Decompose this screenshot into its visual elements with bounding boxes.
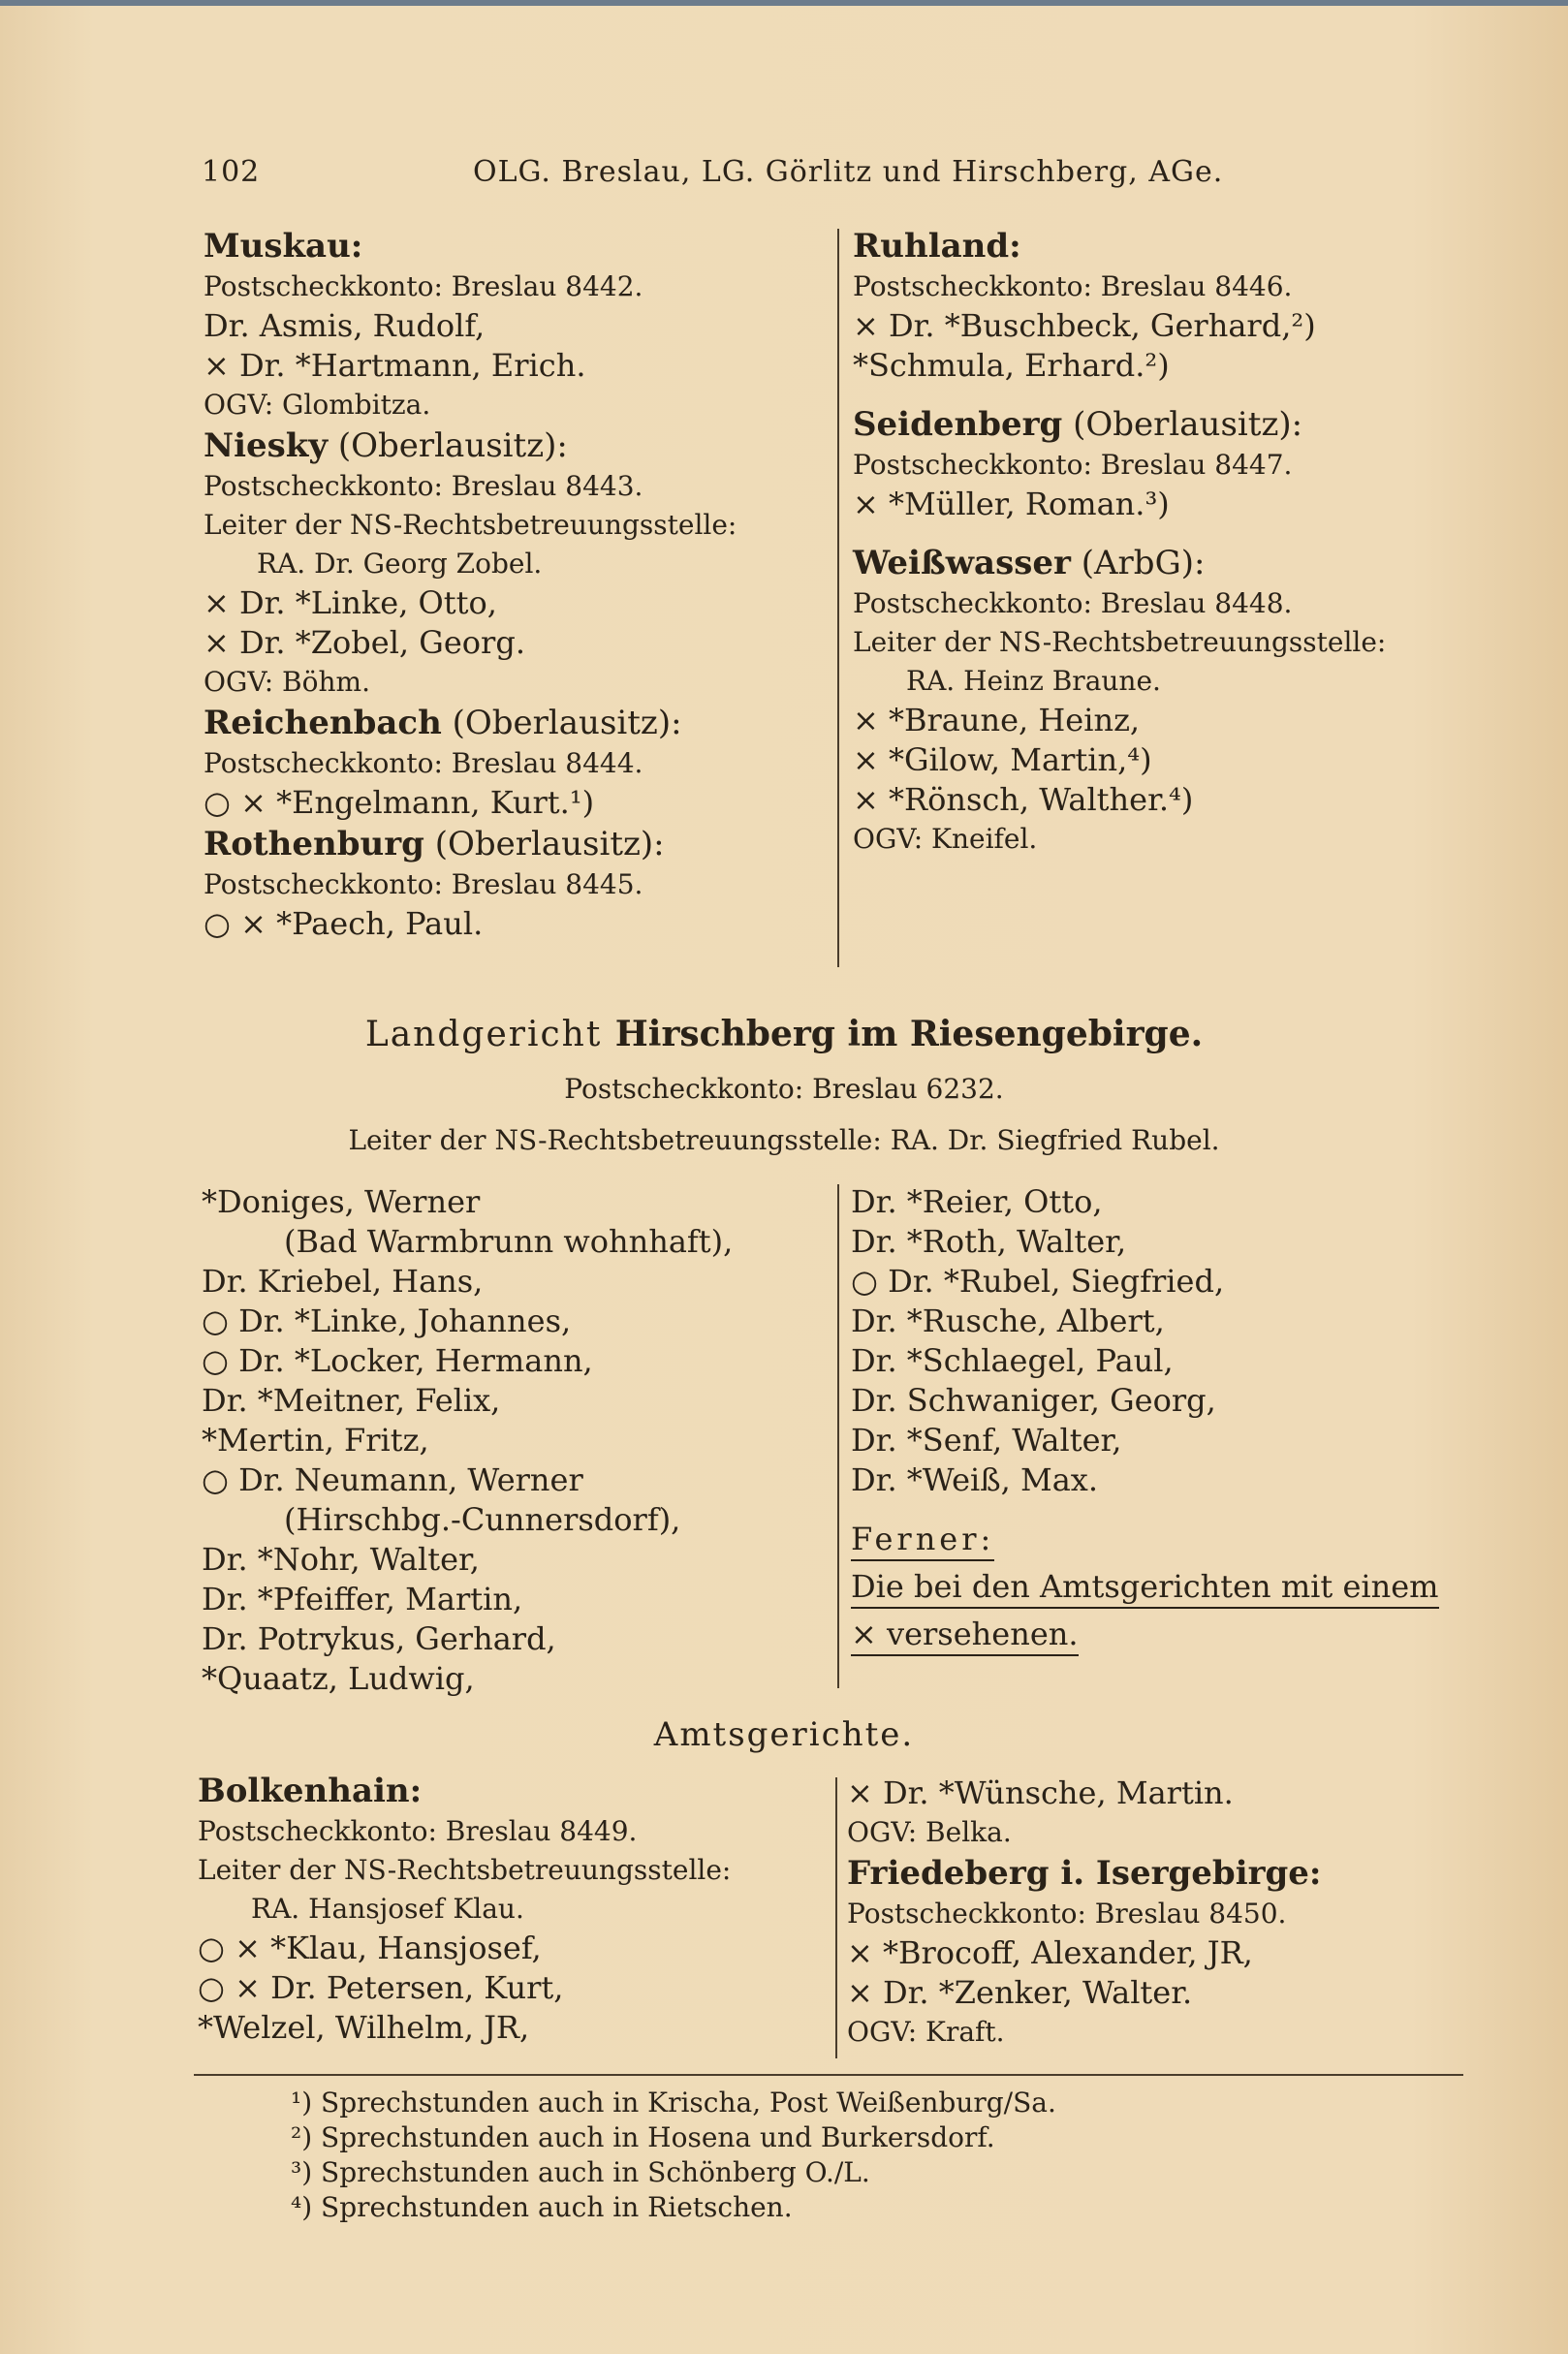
place-ruhland: Ruhland: [853,227,1021,266]
entry-line: × *Rönsch, Walther.⁴) [853,781,1194,818]
entry-line: *Schmula, Erhard.²) [853,347,1170,384]
list-item: Dr. Schwaniger, Georg, [851,1382,1216,1419]
running-title: OLG. Breslau, LG. Görlitz und Hirschberg, AGe. [473,155,1224,189]
list-item: ○ Dr. *Rubel, Siegfried, [851,1263,1225,1300]
entry-line: OGV: Kneifel. [853,823,1038,855]
entry-line: Postscheckkonto: Breslau 8448. [853,587,1293,619]
entry-line: *Welzel, Wilhelm, JR, [198,2009,530,2046]
entry-line: Postscheckkonto: Breslau 8443. [204,470,643,502]
place-region: (Oberlausitz): [423,825,665,863]
entry-line: OGV: Kraft. [847,2016,1005,2048]
place-name: Rothenburg [204,825,424,863]
entry-line: × *Brocoff, Alexander, JR, [847,1934,1253,1971]
entry-line: OGV: Glombitza. [204,389,431,421]
landgericht-prefix: Landgericht [364,1015,615,1054]
entry-line: ○ × *Engelmann, Kurt.¹) [204,784,595,821]
list-item: ○ Dr. *Locker, Hermann, [202,1342,593,1379]
right-column-top [853,225,1386,859]
place-name: Seidenberg [853,405,1063,444]
entry-line: × *Gilow, Martin,⁴) [853,741,1152,778]
list-item: (Hirschbg.-Cunnersdorf), [284,1501,681,1538]
place-niesky [204,424,737,467]
entry-line: Leiter der NS-Rechtsbetreuungsstelle: [853,626,1387,658]
column-divider [837,1184,839,1688]
entry-line: × Dr. *Buschbeck, Gerhard,²) [853,307,1316,344]
list-item: ○ Dr. Neumann, Werner [202,1461,583,1498]
ferner-note [851,1567,1439,1609]
entry-line: Postscheckkonto: Breslau 8449. [198,1815,638,1847]
place-reichenbach [204,702,737,744]
column-divider [837,229,839,967]
place-region: (Oberlausitz): [1062,405,1303,444]
entry-line: Leiter der NS-Rechtsbetreuungsstelle: [204,509,737,541]
entry-line: × *Braune, Heinz, [853,702,1141,738]
place-rothenburg [204,823,737,865]
entry-line: OGV: Belka. [847,1816,1012,1848]
amtsgericht-left [198,1770,731,2048]
ferner-label [851,1520,1439,1561]
lg-right-list [851,1182,1439,1656]
column-divider [835,1777,837,2058]
entry-line: ○ × *Klau, Hansjosef, [198,1930,542,1966]
place-name: Niesky [204,426,329,465]
entry-line: × Dr. *Zenker, Walter. [847,1974,1193,2011]
entry-line: ○ × *Paech, Paul. [204,905,484,942]
entry-line: OGV: Böhm. [204,666,370,698]
entry-line: RA. Dr. Georg Zobel. [257,548,543,580]
left-column-top [204,225,737,944]
list-item: ○ Dr. *Linke, Johannes, [202,1303,572,1339]
entry-line: × Dr. *Linke, Otto, [204,584,497,621]
entry-line: × *Müller, Roman.³) [853,486,1170,522]
list-item: Dr. *Nohr, Walter, [202,1541,480,1578]
footnote-3: ³) Sprechstunden auch in Schönberg O./L. [291,2156,870,2188]
place-region: (Oberlausitz): [328,426,568,465]
ferner-note-line2: × versehenen. [851,1615,1079,1656]
landgericht-postscheck: Postscheckkonto: Breslau 6232. [564,1073,1004,1105]
landgericht-name: Hirschberg im Riesengebirge. [614,1014,1204,1054]
ferner-note [851,1615,1439,1656]
place-muskau: Muskau: [204,227,363,266]
list-item: (Bad Warmbrunn wohnhaft), [284,1223,734,1260]
list-item: Dr. *Reier, Otto, [851,1183,1103,1220]
entry-line: Postscheckkonto: Breslau 8447. [853,449,1293,481]
entry-line: × Dr. *Hartmann, Erich. [204,347,586,384]
place-seidenberg [853,403,1386,446]
footnote-2: ²) Sprechstunden auch in Hosena und Burkersdorf. [291,2121,995,2153]
entry-line: ○ × Dr. Petersen, Kurt, [198,1969,564,2006]
entry-line: RA. Hansjosef Klau. [251,1893,524,1925]
landgericht-heading [0,1014,1568,1054]
page-number: 102 [202,155,261,189]
list-item: Dr. *Weiß, Max. [851,1461,1099,1498]
entry-line: Postscheckkonto: Breslau 8450. [847,1898,1287,1930]
list-item: *Mertin, Fritz, [202,1422,429,1459]
place-weisswasser [853,542,1386,584]
landgericht-leiter: Leiter der NS-Rechtsbetreuungsstelle: RA. Dr. Siegfried Rubel. [348,1124,1220,1156]
place-friedeberg: Friedeberg i. Isergebirge: [847,1854,1322,1893]
entry-line: Leiter der NS-Rechtsbetreuungsstelle: [198,1854,732,1886]
entry-line: Dr. Asmis, Rudolf, [204,307,486,344]
amtsgerichte-heading: Amtsgerichte. [653,1715,915,1754]
footnote-4: ⁴) Sprechstunden auch in Rietschen. [291,2191,793,2223]
place-name: Weißwasser [853,544,1071,582]
entry-line: RA. Heinz Braune. [906,665,1161,697]
ferner-note-line1: Die bei den Amtsgerichten mit einem [851,1567,1439,1609]
scan-edge [0,0,1568,6]
footnote-1: ¹) Sprechstunden auch in Krischa, Post Weißenburg/Sa. [291,2087,1056,2119]
list-item: Dr. Kriebel, Hans, [202,1263,484,1300]
entry-line: × Dr. *Wünsche, Martin. [847,1774,1234,1811]
list-item: Dr. *Rusche, Albert, [851,1303,1165,1339]
entry-line: Postscheckkonto: Breslau 8445. [204,868,643,900]
entry-line: Postscheckkonto: Breslau 8446. [853,270,1293,302]
footnote-rule [194,2074,1463,2076]
list-item: Dr. *Pfeiffer, Martin, [202,1581,523,1617]
place-bolkenhain: Bolkenhain: [198,1772,423,1810]
place-region: (ArbG): [1070,544,1206,582]
lg-left-list [202,1182,733,1699]
place-region: (Oberlausitz): [441,704,682,742]
amtsgericht-right [847,1773,1321,2052]
list-item: *Quaatz, Ludwig, [202,1660,475,1697]
entry-line: Postscheckkonto: Breslau 8444. [204,747,643,779]
list-item: Dr. *Schlaegel, Paul, [851,1342,1174,1379]
place-name: Reichenbach [204,704,442,742]
entry-line: Postscheckkonto: Breslau 8442. [204,270,643,302]
list-item: Dr. Potrykus, Gerhard, [202,1620,556,1657]
entry-line: × Dr. *Zobel, Georg. [204,624,525,661]
list-item: Dr. *Roth, Walter, [851,1223,1127,1260]
list-item: Dr. *Meitner, Felix, [202,1382,501,1419]
list-item: Dr. *Senf, Walter, [851,1422,1122,1459]
ferner-text: Ferner: [851,1520,994,1561]
list-item: *Doniges, Werner [202,1183,481,1220]
